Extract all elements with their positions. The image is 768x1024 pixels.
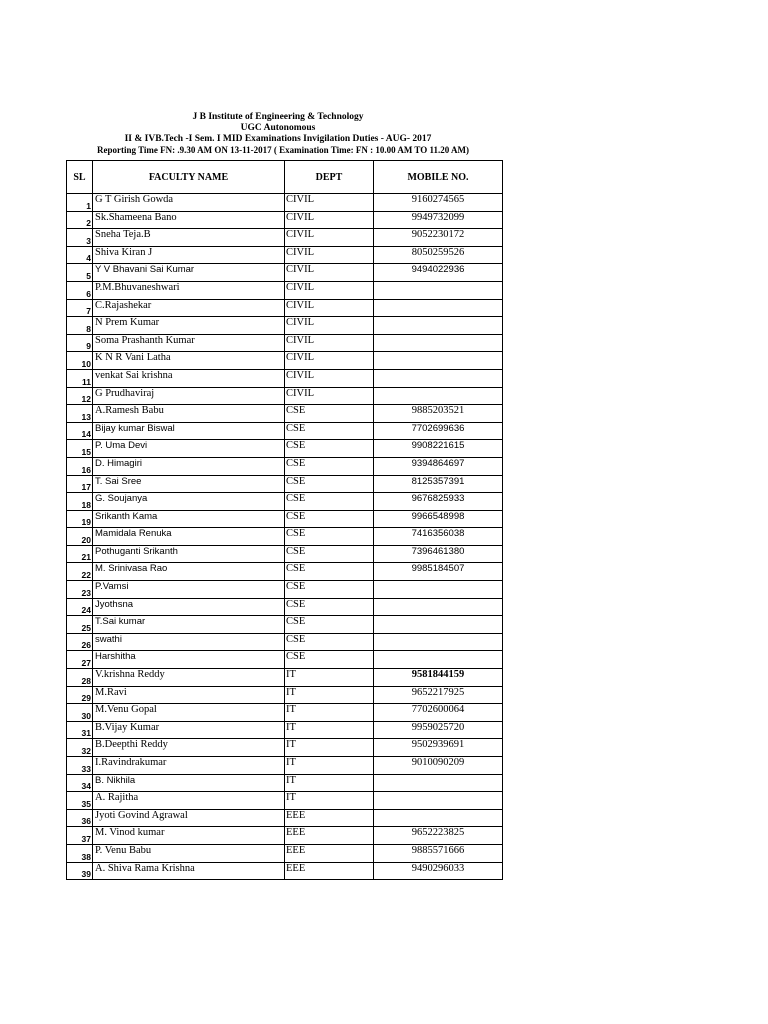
mobile-number: 9676825933 xyxy=(374,493,503,511)
table-row xyxy=(67,792,503,810)
department: CSE xyxy=(285,528,374,546)
row-sl: 34 xyxy=(67,774,93,792)
mobile-number: 9490296033 xyxy=(374,862,503,880)
col-header-sl: SL xyxy=(67,161,93,194)
table-row xyxy=(67,633,503,651)
table-row xyxy=(67,809,503,827)
department: CIVIL xyxy=(285,281,374,299)
row-sl: 10 xyxy=(67,352,93,370)
department: CIVIL xyxy=(285,352,374,370)
faculty-name: M.Venu Gopal xyxy=(93,704,285,722)
department: CSE xyxy=(285,563,374,581)
department: IT xyxy=(285,721,374,739)
table-row xyxy=(67,510,503,528)
table-row xyxy=(67,281,503,299)
faculty-name: M. Vinod kumar xyxy=(93,827,285,845)
mobile-number xyxy=(374,387,503,405)
faculty-name: B. Nikhila xyxy=(93,774,285,792)
row-sl: 31 xyxy=(67,721,93,739)
mobile-number xyxy=(374,598,503,616)
mobile-number xyxy=(374,633,503,651)
faculty-name: N Prem Kumar xyxy=(93,317,285,335)
exam-title: II & IVB.Tech -I Sem. I MID Examinations Invigilation Duties - AUG- 2017 xyxy=(124,134,432,144)
mobile-number: 9652223825 xyxy=(374,827,503,845)
mobile-number: 9494022936 xyxy=(374,264,503,282)
faculty-name: A. Shiva Rama Krishna xyxy=(93,862,285,880)
table-row xyxy=(67,598,503,616)
row-sl: 27 xyxy=(67,651,93,669)
table-header-row xyxy=(67,161,503,194)
faculty-name: T. Sai Sree xyxy=(93,475,285,493)
department: CSE xyxy=(285,493,374,511)
department: CIVIL xyxy=(285,387,374,405)
department: CIVIL xyxy=(285,334,374,352)
row-sl: 24 xyxy=(67,598,93,616)
row-sl: 8 xyxy=(67,317,93,335)
row-sl: 23 xyxy=(67,581,93,599)
col-header-name: FACULTY NAME xyxy=(93,161,285,194)
mobile-number: 7396461380 xyxy=(374,545,503,563)
table-row xyxy=(67,317,503,335)
row-sl: 38 xyxy=(67,844,93,862)
mobile-number: 9908221615 xyxy=(374,440,503,458)
row-sl: 17 xyxy=(67,475,93,493)
mobile-number: 9502939691 xyxy=(374,739,503,757)
mobile-number xyxy=(374,616,503,634)
table-row xyxy=(67,757,503,775)
faculty-name: Jyothsna xyxy=(93,598,285,616)
mobile-number: 7702600064 xyxy=(374,704,503,722)
department: CSE xyxy=(285,457,374,475)
faculty-name: Bijay kumar Biswal xyxy=(93,422,285,440)
department: CIVIL xyxy=(285,194,374,212)
department: CSE xyxy=(285,633,374,651)
row-sl: 18 xyxy=(67,493,93,511)
table-row xyxy=(67,475,503,493)
mobile-number xyxy=(374,369,503,387)
institute-name: J B Institute of Engineering & Technology xyxy=(192,112,364,122)
faculty-name: T.Sai kumar xyxy=(93,616,285,634)
table-row xyxy=(67,686,503,704)
row-sl: 11 xyxy=(67,369,93,387)
department: EEE xyxy=(285,862,374,880)
table-row xyxy=(67,457,503,475)
department: CSE xyxy=(285,545,374,563)
mobile-number: 9052230172 xyxy=(374,229,503,247)
faculty-name: Jyoti Govind Agrawal xyxy=(93,809,285,827)
row-sl: 33 xyxy=(67,757,93,775)
col-header-mobile: MOBILE NO. xyxy=(374,161,503,194)
faculty-name: B.Deepthi Reddy xyxy=(93,739,285,757)
mobile-number: 9581844159 xyxy=(374,669,503,687)
row-sl: 21 xyxy=(67,545,93,563)
faculty-name: D. Himagiri xyxy=(93,457,285,475)
invigilation-table xyxy=(66,160,503,880)
faculty-name: Harshitha xyxy=(93,651,285,669)
row-sl: 13 xyxy=(67,405,93,423)
document-header xyxy=(0,112,556,156)
table-row xyxy=(67,405,503,423)
mobile-number: 9010090209 xyxy=(374,757,503,775)
faculty-name: K N R Vani Latha xyxy=(93,352,285,370)
faculty-name: M. Srinivasa Rao xyxy=(93,563,285,581)
faculty-name: Mamidala Renuka xyxy=(93,528,285,546)
table-row xyxy=(67,194,503,212)
department: CIVIL xyxy=(285,246,374,264)
department: EEE xyxy=(285,809,374,827)
table-row xyxy=(67,862,503,880)
mobile-number xyxy=(374,809,503,827)
faculty-name: P.Vamsi xyxy=(93,581,285,599)
row-sl: 6 xyxy=(67,281,93,299)
table-row xyxy=(67,844,503,862)
table-row xyxy=(67,528,503,546)
row-sl: 3 xyxy=(67,229,93,247)
department: CSE xyxy=(285,440,374,458)
faculty-name: P. Uma Devi xyxy=(93,440,285,458)
row-sl: 7 xyxy=(67,299,93,317)
department: IT xyxy=(285,757,374,775)
row-sl: 14 xyxy=(67,422,93,440)
department: CSE xyxy=(285,616,374,634)
faculty-name: V.krishna Reddy xyxy=(93,669,285,687)
table-row xyxy=(67,369,503,387)
faculty-name: P.M.Bhuvaneshwari xyxy=(93,281,285,299)
table-row xyxy=(67,739,503,757)
table-row xyxy=(67,334,503,352)
department: EEE xyxy=(285,827,374,845)
table-row xyxy=(67,352,503,370)
mobile-number xyxy=(374,334,503,352)
table-row xyxy=(67,246,503,264)
faculty-name: venkat Sai krishna xyxy=(93,369,285,387)
faculty-name: A. Rajitha xyxy=(93,792,285,810)
department: CSE xyxy=(285,510,374,528)
faculty-name: Sneha Teja.B xyxy=(93,229,285,247)
mobile-number: 9885571666 xyxy=(374,844,503,862)
department: CIVIL xyxy=(285,317,374,335)
department: IT xyxy=(285,739,374,757)
mobile-number: 8050259526 xyxy=(374,246,503,264)
row-sl: 5 xyxy=(67,264,93,282)
mobile-number xyxy=(374,651,503,669)
row-sl: 28 xyxy=(67,669,93,687)
faculty-name: Soma Prashanth Kumar xyxy=(93,334,285,352)
mobile-number xyxy=(374,352,503,370)
department: CSE xyxy=(285,651,374,669)
faculty-name: G. Soujanya xyxy=(93,493,285,511)
faculty-name: B.Vijay Kumar xyxy=(93,721,285,739)
table-row xyxy=(67,387,503,405)
department: CIVIL xyxy=(285,264,374,282)
department: CIVIL xyxy=(285,299,374,317)
table-row xyxy=(67,299,503,317)
faculty-name: M.Ravi xyxy=(93,686,285,704)
row-sl: 9 xyxy=(67,334,93,352)
department: CSE xyxy=(285,581,374,599)
table-row xyxy=(67,651,503,669)
mobile-number: 7416356038 xyxy=(374,528,503,546)
faculty-name: Shiva Kiran J xyxy=(93,246,285,264)
table-row xyxy=(67,545,503,563)
row-sl: 25 xyxy=(67,616,93,634)
row-sl: 22 xyxy=(67,563,93,581)
table-row xyxy=(67,211,503,229)
department: IT xyxy=(285,704,374,722)
mobile-number: 9959025720 xyxy=(374,721,503,739)
faculty-name: Srikanth Kama xyxy=(93,510,285,528)
department: CIVIL xyxy=(285,211,374,229)
department: IT xyxy=(285,792,374,810)
mobile-number: 9160274565 xyxy=(374,194,503,212)
department: CSE xyxy=(285,598,374,616)
row-sl: 12 xyxy=(67,387,93,405)
table-row xyxy=(67,721,503,739)
mobile-number xyxy=(374,299,503,317)
table-row xyxy=(67,493,503,511)
row-sl: 2 xyxy=(67,211,93,229)
department: IT xyxy=(285,686,374,704)
faculty-name: Y V Bhavani Sai Kumar xyxy=(93,264,285,282)
faculty-name: I.Ravindrakumar xyxy=(93,757,285,775)
table-row xyxy=(67,616,503,634)
mobile-number: 9985184507 xyxy=(374,563,503,581)
mobile-number: 9966548998 xyxy=(374,510,503,528)
row-sl: 37 xyxy=(67,827,93,845)
row-sl: 29 xyxy=(67,686,93,704)
faculty-name: Sk.Shameena Bano xyxy=(93,211,285,229)
row-sl: 36 xyxy=(67,809,93,827)
row-sl: 1 xyxy=(67,194,93,212)
row-sl: 35 xyxy=(67,792,93,810)
table-row xyxy=(67,422,503,440)
table-row xyxy=(67,669,503,687)
department: CSE xyxy=(285,422,374,440)
department: CSE xyxy=(285,405,374,423)
mobile-number xyxy=(374,281,503,299)
mobile-number xyxy=(374,581,503,599)
table-row xyxy=(67,229,503,247)
table-row xyxy=(67,827,503,845)
mobile-number: 9885203521 xyxy=(374,405,503,423)
faculty-name: A.Ramesh Babu xyxy=(93,405,285,423)
row-sl: 16 xyxy=(67,457,93,475)
mobile-number: 7702699636 xyxy=(374,422,503,440)
row-sl: 20 xyxy=(67,528,93,546)
mobile-number: 9394864697 xyxy=(374,457,503,475)
table-row xyxy=(67,563,503,581)
department: CIVIL xyxy=(285,369,374,387)
table-row xyxy=(67,774,503,792)
faculty-name: P. Venu Babu xyxy=(93,844,285,862)
department: CSE xyxy=(285,475,374,493)
table-body xyxy=(67,194,503,880)
row-sl: 15 xyxy=(67,440,93,458)
mobile-number xyxy=(374,317,503,335)
row-sl: 4 xyxy=(67,246,93,264)
row-sl: 39 xyxy=(67,862,93,880)
faculty-name: G T Girish Gowda xyxy=(93,194,285,212)
row-sl: 30 xyxy=(67,704,93,722)
reporting-time: Reporting Time FN: .9.30 AM ON 13-11-2017 ( Examination Time: FN : 10.00 AM TO 11.20 AM) xyxy=(97,145,469,155)
department: IT xyxy=(285,669,374,687)
row-sl: 32 xyxy=(67,739,93,757)
table-row xyxy=(67,264,503,282)
department: IT xyxy=(285,774,374,792)
row-sl: 19 xyxy=(67,510,93,528)
mobile-number: 9949732099 xyxy=(374,211,503,229)
faculty-name: G Prudhaviraj xyxy=(93,387,285,405)
table-row xyxy=(67,581,503,599)
table-row xyxy=(67,440,503,458)
autonomous-status: UGC Autonomous xyxy=(240,123,316,133)
mobile-number: 9652217925 xyxy=(374,686,503,704)
department: CIVIL xyxy=(285,229,374,247)
mobile-number xyxy=(374,774,503,792)
mobile-number: 8125357391 xyxy=(374,475,503,493)
department: EEE xyxy=(285,844,374,862)
mobile-number xyxy=(374,792,503,810)
row-sl: 26 xyxy=(67,633,93,651)
faculty-name: C.Rajashekar xyxy=(93,299,285,317)
faculty-name: swathi xyxy=(93,633,285,651)
col-header-dept: DEPT xyxy=(285,161,374,194)
faculty-name: Pothuganti Srikanth xyxy=(93,545,285,563)
table-row xyxy=(67,704,503,722)
